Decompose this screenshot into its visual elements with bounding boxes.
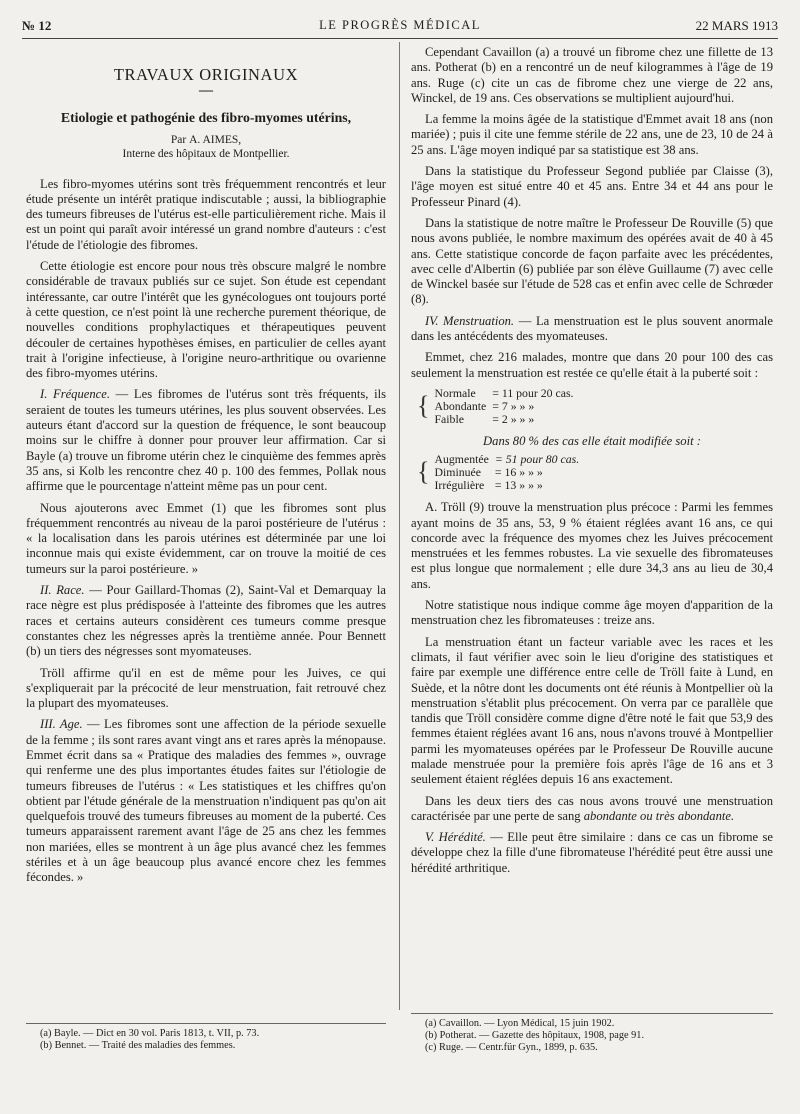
footnotes-right xyxy=(411,1013,773,1054)
heredite-heading: V. Hérédité. xyxy=(425,830,486,845)
age-text: — Les fibromes sont une affection de la période sexuelle de la femme ; ils sont rares avant vingt ans et rares après la ménopause. Emmet écrit dans sa « Pratique des maladies des femmes », ouvrage qui renferme une des plus importantes études faites sur l'étiologie de tumeurs fibreuses de l'utérus : « Les statistiques et les chiffres qu'on obtient par l'étude générale de la menstruation n'indiquent pas qu'on ait quelquefois trouvé des tumeurs fibreuses au moment de la puberté. Ces tumeurs apparaissent rarement avant l'âge de 25 ans chez les femmes non mariées, elles se montrent à un âge plus avancé chez les femmes stériles et à un âge beaucoup plus avancé encore chez les femmes fécondes. » xyxy=(26,717,386,885)
article-title: Etiologie et pathogénie des fibro-myomes utérins, xyxy=(60,110,352,126)
heredite-paragraph xyxy=(411,830,773,876)
race-paragraph-2: Tröll affirme qu'il en est de même pour les Juives, ce qui s'expliquerait par la précocité de leur menstruation, fait retrouvé chez la plupart des myomateuses. xyxy=(26,665,386,711)
menstruation-paragraph-5: La menstruation étant un facteur variable avec les races et les climats, il faut vérifier avec soin le lieu d'origine des statistiques et faire par exemple une différence entre celle de Tröll faite à Lund, en Suède, et la nôtre dont les documents ont été réunis à Montpellier où la menstruation s'établit plus précocement. On verra par ce parallèle que tandis que Tröll considère comme digne d'être noté le fait que 53,9 des femmes étaient réglées avant 16 ans, nous n'avons trouvé à Montpellier parmi les myomateuses opérées par le Professeur De Rouville aucune malade menstruée pour la première fois après l'âge de 16 ans et 3 seulement étaient réglées depuis 16 ans exactement. xyxy=(411,634,773,787)
article-author xyxy=(26,133,386,147)
header-rule xyxy=(22,38,778,39)
footnote: (b) Bennet. — Traité des maladies des femmes. xyxy=(40,1040,236,1051)
menstruation-p6-text: Dans les deux tiers des cas nous avons trouvé une menstruation caractérisée par une perte de sang xyxy=(411,793,773,823)
author-name: A. AIMES, xyxy=(189,133,242,146)
menstruation-subheading: Dans 80 % des cas elle était modifiée soit : xyxy=(483,433,701,448)
footnotes-left xyxy=(26,1023,386,1052)
column-divider xyxy=(399,42,400,1010)
age-paragraph xyxy=(26,717,386,885)
author-affiliation: Interne des hôpitaux de Montpellier. xyxy=(122,147,290,160)
list-value: = 11 pour 20 cas. xyxy=(492,385,574,400)
list-label: Augmentée xyxy=(434,452,489,467)
age-heading: III. Age. xyxy=(40,717,83,732)
menstruation-paragraph-6 xyxy=(411,794,773,825)
list-label: Normale xyxy=(434,385,476,400)
frequence-paragraph-2: Nous ajouterons avec Emmet (1) que les fibromes sont plus fréquemment rencontrés au niveau de la paroi postérieure de l'utérus : « la localisation dans les parois utérines est déterminée par une loi inconnue mais qui existe évidemment, car on trouve la moitié de ces tumeurs sur la paroi postérieure. » xyxy=(26,500,386,576)
list-label: Faible xyxy=(434,411,464,426)
menstruation-list-normal xyxy=(411,387,773,426)
heredite-text: — Elle peut être similaire : dans ce cas un fibrome se développe chez la fille d'une fibromateuse l'hérédité peut être aussi une hérédité arthritique. xyxy=(411,830,773,875)
age-continued-paragraph-4: Dans la statistique de notre maître le Professeur De Rouville (5) que nous avons publiée, le nombre maximum des opérées avait de 40 à 45 ans. Cette statistique concorde de façon parfaite avec les précédentes, avec celle d'Albertin (6) publiée par son élève Guillaume (7) avec celle de Winckel basée sur l'étude de 528 cas et enfin avec celle de Schrœder (8). xyxy=(411,215,773,307)
frequence-paragraph xyxy=(26,387,386,494)
menstruation-paragraph-3: A. Tröll (9) trouve la menstruation plus précoce : Parmi les femmes ayant moins de 35 ans, 53, 9 % étaient réglées avant 16 ans, ce qui concorde avec la fréquence des myomes chez les Juives précocement menstruées et les femmes robustes. La vie sexuelle des fibromateuses est plus longue que normalement ; elle dure 34,3 ans au lieu de 30,4 ans. xyxy=(411,500,773,591)
page-header xyxy=(22,18,778,36)
frequence-heading: I. Fréquence. xyxy=(40,387,110,402)
right-column xyxy=(411,45,773,882)
list-value: = 7 » » » xyxy=(492,398,535,413)
list-value: = 16 » » » xyxy=(494,465,543,480)
menstruation-paragraph xyxy=(411,314,773,345)
list-label: Irrégulière xyxy=(434,478,485,493)
age-continued-paragraph-1: Cependant Cavaillon (a) a trouvé un fibrome chez une fillette de 13 ans. Potherat (b) en a rencontré un de neuf kilogrammes à l'âge de 19 ans. Ruge (c) cite un cas de fibrome chez une vierge de 22 ans, Winckel, de 19 ans. Ces observations se multiplient aujourd'hui. xyxy=(411,45,773,105)
age-continued-paragraph-2: La femme la moins âgée de la statistique d'Emmet avait 18 ans (non mariée) ; puis il cite une femme stérile de 22 ans, une de 23, 10 de 24 à 25 ans. L'âge moyen indiqué par sa statistique est 38 ans. xyxy=(411,112,773,157)
list-value: = 2 » » » xyxy=(492,411,535,426)
menstruation-heading: IV. Menstruation. xyxy=(425,313,515,328)
age-continued-paragraph-3: Dans la statistique du Professeur Segond publiée par Claisse (3), l'âge moyen est situé entre 40 et 45 ans. Entre 34 et 44 ans pour le Professeur Pinard (4). xyxy=(411,164,773,209)
author-prefix: Par xyxy=(170,133,187,146)
issue-number: № 12 xyxy=(22,18,52,33)
intro-paragraph-1: Les fibro-myomes utérins sont très fréquemment rencontrés et leur étude présente un intérêt pratique indiscutable ; aussi, la bibliographie des tumeurs fibreuses de l'utérus est-elle particulièrement riche. Mais il est un point qui paraît avoir intéressé un grand nombre d'auteurs : c'est l'étude de l'étiologie des fibromes. xyxy=(26,176,386,252)
race-heading: II. Race. xyxy=(40,583,85,598)
footnote: (c) Ruge. — Centr.für Gyn., 1899, p. 635. xyxy=(425,1042,598,1053)
footnote: (b) Potherat. — Gazette des hôpitaux, 1908, page 91. xyxy=(425,1030,645,1041)
intro-paragraph-2: Cette étiologie est encore pour nous très obscure malgré le nombre considérable de travaux publiés sur ce sujet. Son étude est cependant intéressante, car outre l'intérêt que les gynécologues ont toujours porté à cette question, ce n'est point là une recherche purement théorique, de nouvelles conditions prophylactiques et thérapeutiques peuvent découler de certaines hypothèses émises, en particulier de celles ayant trait à l'origine infectieuse, à l'origine neuro-arthritique ou ovarienne des fibro-myomes utérins. xyxy=(26,259,386,381)
footnote: (a) Cavaillon. — Lyon Médical, 15 juin 1902. xyxy=(425,1018,615,1029)
list-label: Abondante xyxy=(434,398,487,413)
section-title: TRAVAUX ORIGINAUX xyxy=(113,65,299,84)
footnote: (a) Bayle. — Dict en 30 vol. Paris 1813, t. VII, p. 73. xyxy=(40,1028,260,1039)
menstruation-text: — La menstruation est le plus souvent anormale dans les antécédents des myomateuses. xyxy=(411,313,773,344)
frequence-text: — Les fibromes de l'utérus sont très fréquents, ils seraient de toutes les tumeurs utérines, les plus souvent observées. Les auteurs étant d'accord sur la question de fréquence, le sont beaucoup moins sur le chiffre à donner pour prouver leur affirmation. Car si Bayle (a) trouve un fibrome utérin chez le cinquième des femmes après 35 ans, si Kolb les rencontre chez 40 p. 100 des femmes, Pollak nous affirme que le pourcentage n'atteint même pas un pour cent. xyxy=(26,387,386,494)
menstruation-p6-italic: abondante ou très abondante. xyxy=(583,808,735,823)
list-value: = 51 pour 80 cas. xyxy=(494,452,580,467)
menstruation-list-modified xyxy=(411,453,773,492)
issue-date: 22 MARS 1913 xyxy=(695,18,778,33)
brace-icon: { xyxy=(417,390,430,420)
left-column xyxy=(26,45,386,892)
race-text: — Pour Gaillard-Thomas (2), Saint-Val et Demarquay la race nègre est plus prédisposée à l'atteinte des fibromes que les autres races et certains auteurs considèrent ces tumeurs comme presque constantes chez les négresses après la trentième année. Pour Bennett (b) un tiers des négresses sont myomateuses. xyxy=(26,583,386,659)
race-paragraph xyxy=(26,583,386,659)
list-value: = 13 » » » xyxy=(494,478,543,493)
menstruation-paragraph-4: Notre statistique nous indique comme âge moyen d'apparition de la menstruation chez les fibromateuses : treize ans. xyxy=(411,598,773,628)
brace-icon: { xyxy=(417,457,430,487)
menstruation-paragraph-2: Emmet, chez 216 malades, montre que dans 20 pour 100 des cas seulement la menstruation est restée ce qu'elle était à la puberté soit : xyxy=(411,350,773,380)
journal-title: LE PROGRÈS MÉDICAL xyxy=(319,18,481,32)
section-dash: — xyxy=(199,83,213,99)
list-label: Diminuée xyxy=(434,465,482,480)
